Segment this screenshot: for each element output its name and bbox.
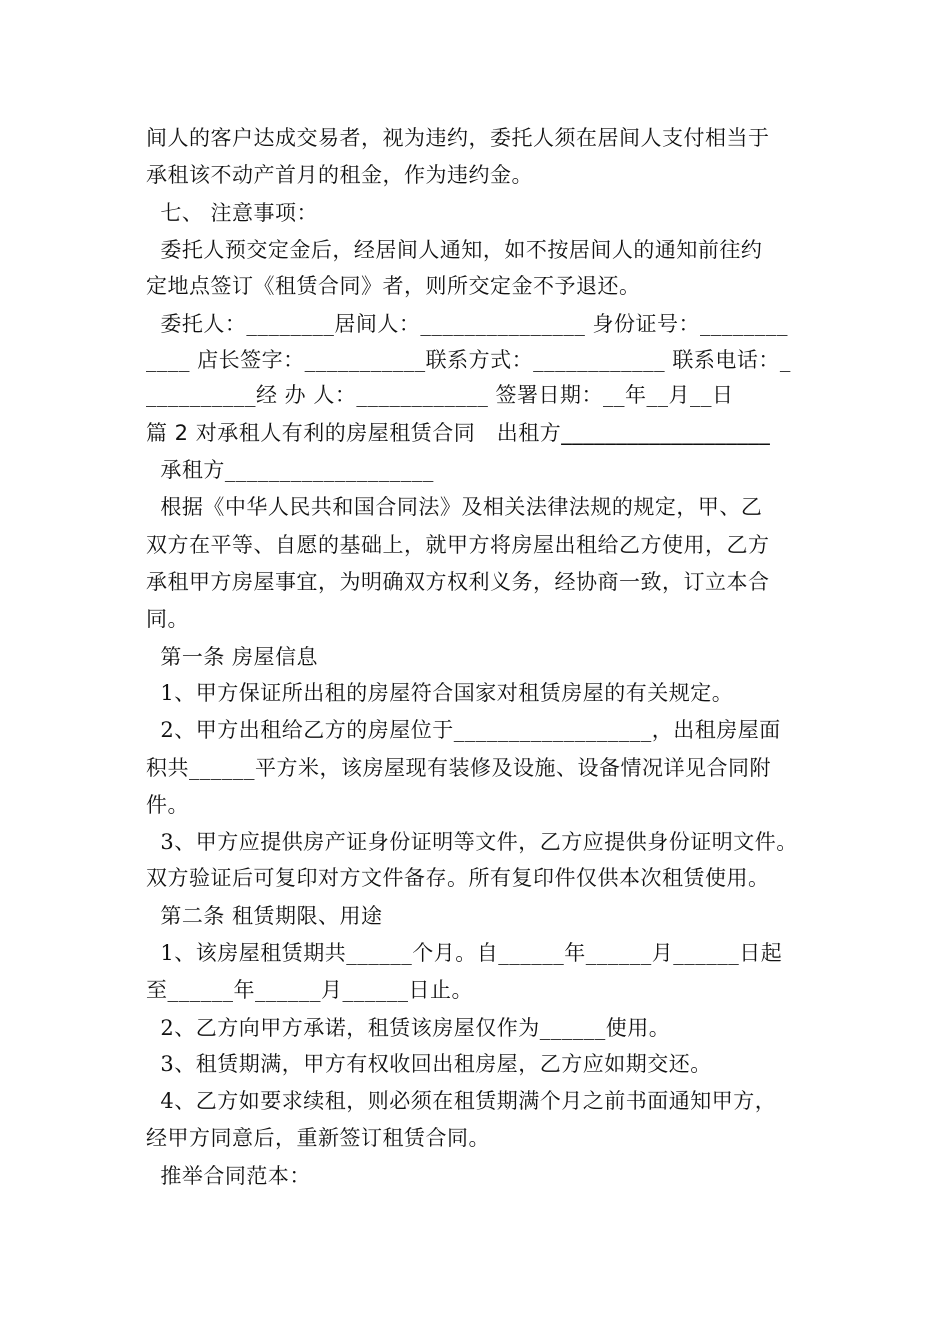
text-line: 双方验证后可复印对方文件备存。所有复印件仅供本次租赁使用。 [146, 866, 770, 890]
signature-line: __________经 办 人：____________ 签署日期：__年__月__日 [146, 383, 734, 407]
text-line: 定地点签订《租赁合同》者，则所交定金不予退还。 [146, 274, 641, 298]
text-line: 承租甲方房屋事宜，为明确双方权利义务，经协商一致，订立本合 [146, 570, 770, 594]
contract-title: 篇 2 对承租人有利的房屋租赁合同 出租方___________________ [146, 421, 771, 445]
text-line: 间人的客户达成交易者，视为违约，委托人须在居间人支付相当于 [146, 126, 770, 150]
text-line: 4、乙方如要求续租，则必须在租赁期满个月之前书面通知甲方， [146, 1089, 777, 1113]
signature-line: 委托人：________居间人：_______________ 身份证号：________ [146, 312, 789, 336]
text-line: 3、甲方应提供房产证身份证明等文件，乙方应提供身份证明文件。 [146, 830, 798, 854]
text-line: 同。 [146, 607, 189, 631]
text-line: 经甲方同意后，重新签订租赁合同。 [146, 1126, 490, 1150]
article-heading: 第一条 房屋信息 [146, 645, 319, 669]
text-line: 承租方___________________ [146, 458, 434, 482]
text-line: 积共______平方米，该房屋现有装修及设施、设备情况详见合同附 [146, 756, 771, 780]
section-heading: 七、 注意事项： [146, 201, 319, 225]
text-line: 2、乙方向甲方承诺，租赁该房屋仅作为______使用。 [146, 1016, 671, 1040]
text-line: 根据《中华人民共和国合同法》及相关法律法规的规定，甲、乙 [146, 495, 763, 519]
text-line: 2、甲方出租给乙方的房屋位于__________________，出租房屋面 [146, 718, 781, 742]
text-line: 3、租赁期满，甲方有权收回出租房屋，乙方应如期交还。 [146, 1052, 712, 1076]
text-line: 双方在平等、自愿的基础上，就甲方将房屋出租给乙方使用，乙方 [146, 533, 770, 557]
text-line: 承租该不动产首月的租金，作为违约金。 [146, 163, 533, 187]
text-line: 1、该房屋租赁期共______个月。自______年______月______日起 [146, 941, 783, 965]
text-line: 件。 [146, 793, 189, 817]
text-line: 委托人预交定金后，经居间人通知，如不按居间人的通知前往约 [146, 238, 763, 262]
text-line: 1、甲方保证所出租的房屋符合国家对租赁房屋的有关规定。 [146, 681, 734, 705]
text-line: 推举合同范本： [146, 1164, 311, 1188]
signature-line: ____ 店长签字：___________联系方式：____________ 联系电话：_ [146, 348, 791, 372]
text-line: 至______年______月______日止。 [146, 978, 473, 1002]
article-heading: 第二条 租赁期限、用途 [146, 904, 383, 928]
